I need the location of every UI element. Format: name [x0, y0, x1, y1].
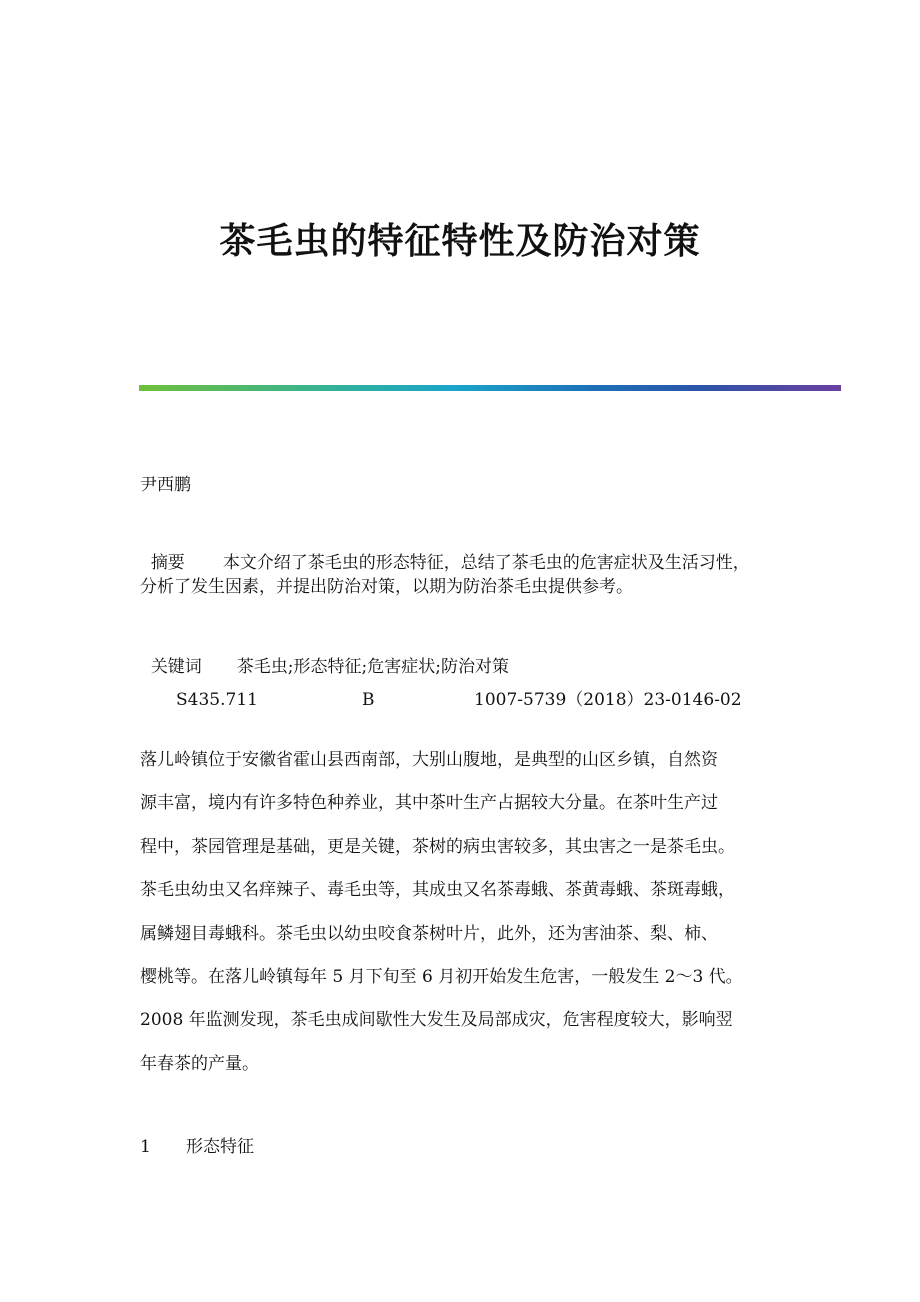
- abstract: [140, 527, 750, 575]
- abstract-label: 摘要: [150, 553, 185, 573]
- keywords-text: 茶毛虫;形态特征;危害症状;防治对策: [236, 657, 509, 677]
- keywords: [140, 631, 509, 679]
- body-line: 落儿岭镇位于安徽省霍山县西南部，大别山腹地，是典型的山区乡镇，自然资: [140, 750, 718, 770]
- document-title: 茶毛虫的特征特性及防治对策: [219, 220, 701, 262]
- article-id: 1007-5739（2018）23-0146-02: [474, 690, 742, 710]
- body-line: 年春茶的产量。: [140, 1053, 259, 1074]
- author-name: 尹西鹏: [140, 475, 191, 495]
- body-line: 属鳞翅目毒蛾科。茶毛虫以幼虫咬食茶树叶片，此外，还为害油茶、梨、柿、: [140, 923, 718, 944]
- title-divider: [139, 385, 841, 391]
- section-heading: [140, 1135, 254, 1159]
- body-line: 2008 年监测发现，茶毛虫成间歇性大发生及局部成灾，危害程度较大，影响翌: [140, 1010, 733, 1031]
- body-line: 源丰富，境内有许多特色种养业，其中茶叶生产占据较大分量。在茶叶生产过: [140, 793, 718, 814]
- abstract-text-line-1: 本文介绍了茶毛虫的形态特征，总结了茶毛虫的危害症状及生活习性，: [222, 553, 750, 573]
- body-paragraph: [140, 739, 785, 1086]
- keywords-label: 关键词: [150, 657, 202, 677]
- body-line: 程中，茶园管理是基础，更是关键，茶树的病虫害较多，其虫害之一是茶毛虫。: [140, 836, 735, 857]
- section-title: 形态特征: [186, 1137, 254, 1157]
- abstract-text-line-2: 分析了发生因素，并提出防治对策，以期为防治茶毛虫提供参考。: [140, 577, 633, 597]
- body-line: 樱桃等。在落儿岭镇每年 5 月下旬至 6 月初开始发生危害，一般发生 2～3 代。: [140, 967, 743, 988]
- body-line: 茶毛虫幼虫又名痒辣子、毒毛虫等，其成虫又名茶毒蛾、茶黄毒蛾、茶斑毒蛾，: [140, 880, 735, 901]
- section-number: 1: [140, 1137, 151, 1157]
- clc-number: S435.711: [176, 690, 258, 710]
- document-code: B: [362, 690, 375, 710]
